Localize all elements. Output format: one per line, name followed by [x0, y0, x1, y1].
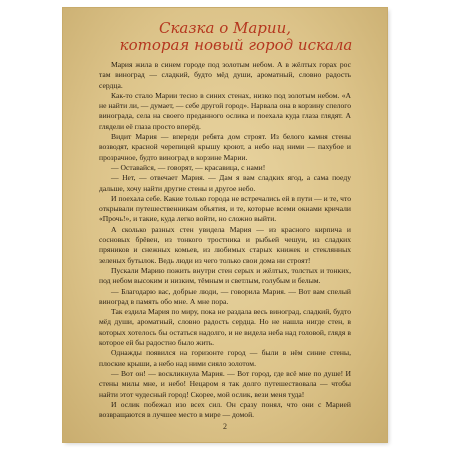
paragraph: А сколько разных стен увидела Мария — из красного кирпича и сосновых брёвен, из тонкого тростника и рыбьей чешуи, из сладких пряников и снежных комьев, из любимых старых книжек и стеклянных зеленых бутылок. Ведь люди из чего только свои дома ни строят! [99, 224, 351, 265]
paragraph: — Нет, — отвечает Мария. — Дам я вам сладких ягод, а сама поеду дальше, хочу найти другие стены и другое небо. [99, 173, 351, 193]
title-line-1: Сказка о Марии, [158, 19, 292, 37]
story-title [63, 20, 387, 54]
paragraph: Видит Мария — впереди ребята дом строят. Из белого камня стены возводят, красной черепицей крышу кроют, а небо над ними — пахубое и прозрачное, будто виноград в корзине Марии. [99, 132, 351, 162]
title-line-2: которая новый город искала [119, 36, 353, 54]
paragraph: Так ездила Мария по миру, пока не раздала весь виноград, сладкий, будто мёд души, ароматный, словно радость сердца. Но не нашла нигде стен, в которых хотелось бы остаться надолго, и не видела неба над головой, глядя в которое ей бы радостно было жить. [99, 307, 351, 348]
paragraph: Пускали Марию пожить внутри стен серых и жёлтых, толстых и тонких, под небом высоким и низким, тёмным и светлым, голубым и белым. [99, 265, 351, 286]
paragraph: И поехала себе. Какие только города не встречались ей в пути — и те, что открывали путешественникам объятия, и те, которые всеми окнами кричали «Прочь!», и такие, куда легко войти, но сложно выйти. [99, 193, 351, 224]
paragraph: Как-то стало Марии тесно в синих стенах, низко под золотым небом. «А не найти ли, — думает, — себе другой город». Нарвала она в корзину спелого винограда, села на своего преданного ослика и поехала куда глаза глядят. А глядели её глаза просто вперёд. [99, 90, 351, 131]
paragraph: И ослик побежал изо всех сил. Он сразу понял, что они с Марией возвращаются в лучшее место в мире — домой. [99, 399, 351, 420]
paragraph: Однажды появился на горизонте город — были в нём синие стены, плоские крыши, а небо над ними сияло золотом. [99, 348, 351, 368]
paragraph: Мария жила в синем городе под золотым небом. А в жёлтых горах рос там виноград — сладкий, будто мёд души, ароматный, словно радость сердца. [99, 60, 351, 90]
book-page [63, 8, 387, 442]
page-number: 2 [223, 422, 227, 431]
paragraph: — Оставайся, — говорят, — красавица, с нами! [111, 162, 266, 172]
paragraph: — Благодарю вас, добрые люди, — говорила Мария. — Вот вам спелый виноград в память обо мне. А мне пора. [99, 286, 351, 306]
story-body [99, 60, 351, 420]
paragraph: — Вот он! — воскликнула Мария. — Вот город, где всё мне по душе! И стены милы мне, и небо! Нецаром я так долго путешествовала — чтобы найти этот чудесный город! Скорее, мой ослик, вези меня туда! [99, 368, 351, 399]
